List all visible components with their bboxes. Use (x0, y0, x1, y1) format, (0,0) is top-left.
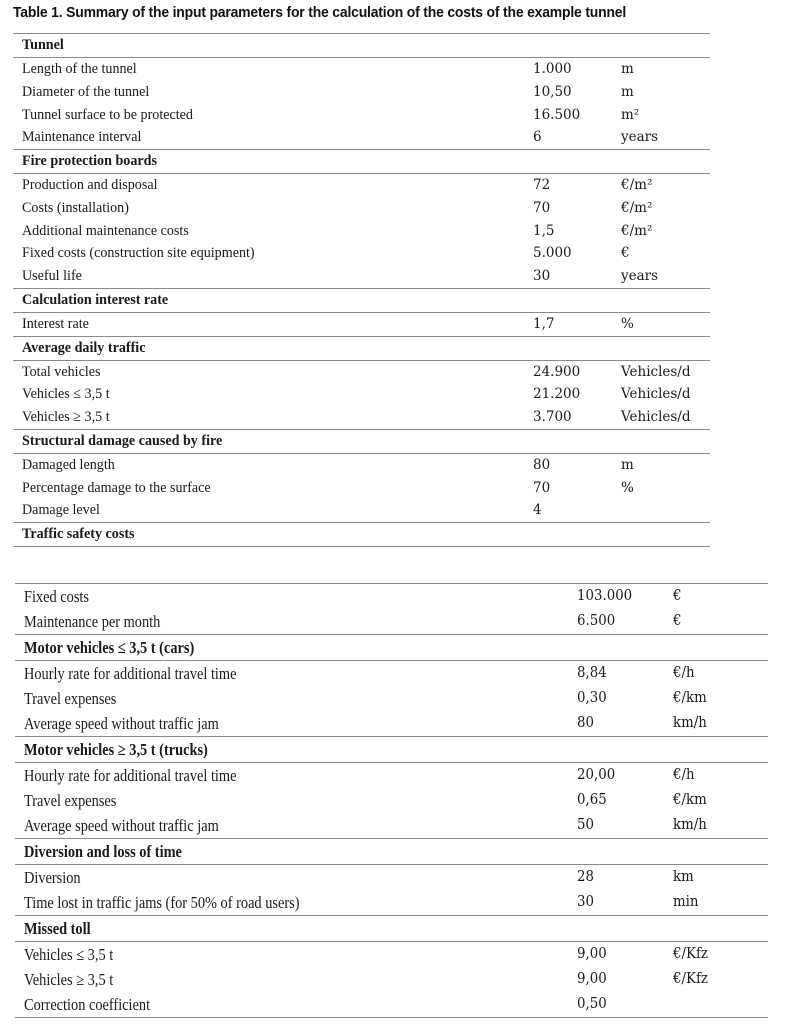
row-label: Length of the tunnel (22, 61, 137, 77)
row-unit: min (673, 894, 699, 910)
table-row (15, 609, 768, 634)
row-label: Useful life (22, 268, 82, 284)
row-value: 50 (577, 817, 594, 833)
row-unit: €/h (673, 665, 695, 681)
table-row (13, 361, 710, 384)
table-row (15, 865, 768, 890)
section-header-missed-toll: Missed toll (24, 919, 91, 938)
row-value: 103.000 (577, 588, 633, 604)
section-header-interest-rate: Calculation interest rate (22, 291, 169, 308)
table-row (13, 104, 710, 127)
row-value: 0,65 (577, 792, 607, 808)
row-label: Fixed costs (24, 587, 90, 606)
table-row (15, 584, 768, 609)
table-row (13, 242, 710, 265)
row-unit: €/m² (621, 199, 653, 216)
row-unit: years (621, 268, 659, 284)
row-unit: Vehicles/d (621, 409, 691, 425)
row-unit: Vehicles/d (621, 363, 691, 380)
table-row (13, 265, 710, 288)
table-row (13, 174, 710, 197)
row-value: 1.000 (533, 61, 572, 77)
table-row (13, 81, 710, 104)
row-label: Vehicles ≤ 3,5 t (24, 945, 114, 964)
row-value: 30 (533, 268, 551, 284)
table-row (13, 313, 710, 336)
table-row (15, 992, 768, 1017)
table-row (13, 499, 710, 522)
row-label: Hourly rate for additional travel time (24, 766, 237, 785)
row-label: Damaged length (22, 456, 115, 473)
row-value: 72 (533, 177, 551, 193)
table-row (15, 813, 768, 838)
row-value: 1,7 (533, 315, 555, 332)
row-label: Maintenance interval (22, 129, 142, 146)
row-label: Fixed costs (construction site equipment) (22, 245, 255, 262)
table-row (15, 661, 768, 686)
section-header-structural-damage: Structural damage caused by fire (22, 432, 223, 449)
row-unit: €/m² (621, 177, 653, 193)
table-row (13, 454, 710, 477)
row-value: 20,00 (577, 767, 616, 783)
table-row (13, 477, 710, 500)
row-unit: m (621, 61, 634, 77)
table-row (15, 788, 768, 813)
row-label: Damage level (22, 502, 100, 519)
row-value: 8,84 (577, 665, 607, 681)
row-label: Percentage damage to the surface (22, 479, 211, 496)
row-label: Tunnel surface to be protected (22, 106, 193, 123)
parameters-table-part-1 (13, 33, 710, 547)
row-unit: km (673, 869, 694, 885)
row-value: 80 (533, 456, 551, 473)
table-row (13, 58, 710, 81)
row-value: 70 (533, 199, 551, 216)
row-unit: €/h (673, 767, 695, 783)
section-header-trucks: Motor vehicles ≥ 3,5 t (trucks) (24, 740, 208, 759)
row-value: 24.900 (533, 363, 581, 380)
row-value: 70 (533, 479, 551, 496)
row-unit: % (621, 315, 634, 332)
row-value: 16.500 (533, 106, 581, 123)
row-label: Average speed without traffic jam (24, 714, 219, 733)
row-value: 28 (577, 869, 594, 885)
row-unit: km/h (673, 715, 707, 731)
section-header-traffic-safety-costs: Traffic safety costs (22, 526, 135, 542)
row-value: 9,00 (577, 971, 607, 987)
row-unit: €/Kfz (673, 971, 708, 987)
row-unit: km/h (673, 817, 707, 833)
row-label: Vehicles ≥ 3,5 t (22, 409, 110, 425)
row-unit: m² (621, 106, 640, 123)
row-unit: €/Kfz (673, 946, 708, 962)
section-header-diversion: Diversion and loss of time (24, 842, 182, 861)
row-value: 80 (577, 715, 594, 731)
table-row (15, 890, 768, 915)
table-row (13, 197, 710, 220)
row-unit: €/m² (621, 222, 653, 239)
row-value: 10,50 (533, 83, 572, 100)
table-row (15, 711, 768, 736)
row-label: Diversion (24, 868, 81, 887)
row-value: 30 (577, 894, 594, 910)
table-row (15, 763, 768, 788)
row-unit: € (673, 613, 682, 629)
row-unit: years (621, 129, 659, 146)
row-value: 4 (533, 502, 542, 519)
row-unit: Vehicles/d (621, 386, 691, 403)
row-unit: € (621, 245, 630, 262)
table-row (15, 967, 768, 992)
row-label: Hourly rate for additional travel time (24, 664, 237, 683)
table-row (13, 220, 710, 243)
row-label: Maintenance per month (24, 612, 161, 631)
table-row (13, 383, 710, 406)
row-label: Vehicles ≥ 3,5 t (24, 970, 114, 989)
row-unit: % (621, 479, 634, 496)
table-row (15, 686, 768, 711)
row-label: Additional maintenance costs (22, 222, 189, 239)
row-value: 21.200 (533, 386, 581, 403)
row-value: 6 (533, 129, 542, 146)
row-label: Travel expenses (24, 689, 117, 708)
row-label: Time lost in traffic jams (for 50% of road users) (24, 893, 300, 912)
row-label: Correction coefficient (24, 995, 151, 1014)
section-header-fire-protection-boards: Fire protection boards (22, 153, 157, 169)
row-unit: €/km (673, 690, 707, 706)
table-row (13, 126, 710, 149)
row-label: Interest rate (22, 315, 89, 332)
table-row (13, 406, 710, 429)
table-row (15, 942, 768, 967)
row-unit: € (673, 588, 682, 604)
table-caption: Table 1. Summary of the input parameters for the calculation of the costs of the example tunnel (13, 4, 627, 21)
row-value: 5.000 (533, 245, 572, 262)
row-value: 0,50 (577, 996, 607, 1012)
row-label: Vehicles ≤ 3,5 t (22, 386, 110, 403)
row-value: 3.700 (533, 409, 572, 425)
row-label: Costs (installation) (22, 199, 129, 216)
row-value: 1,5 (533, 222, 555, 239)
row-unit: m (621, 456, 634, 473)
row-value: 9,00 (577, 946, 607, 962)
row-label: Diameter of the tunnel (22, 83, 150, 100)
section-header-tunnel: Tunnel (22, 37, 64, 53)
row-label: Travel expenses (24, 791, 117, 810)
row-label: Total vehicles (22, 363, 101, 380)
row-label: Production and disposal (22, 177, 158, 193)
section-header-cars: Motor vehicles ≤ 3,5 t (cars) (24, 638, 195, 657)
parameters-table-part-2 (15, 583, 768, 1018)
row-value: 6.500 (577, 613, 616, 629)
row-value: 0,30 (577, 690, 607, 706)
row-unit: m (621, 83, 634, 100)
row-label: Average speed without traffic jam (24, 816, 219, 835)
row-unit: €/km (673, 792, 707, 808)
section-header-average-daily-traffic: Average daily traffic (22, 339, 146, 356)
